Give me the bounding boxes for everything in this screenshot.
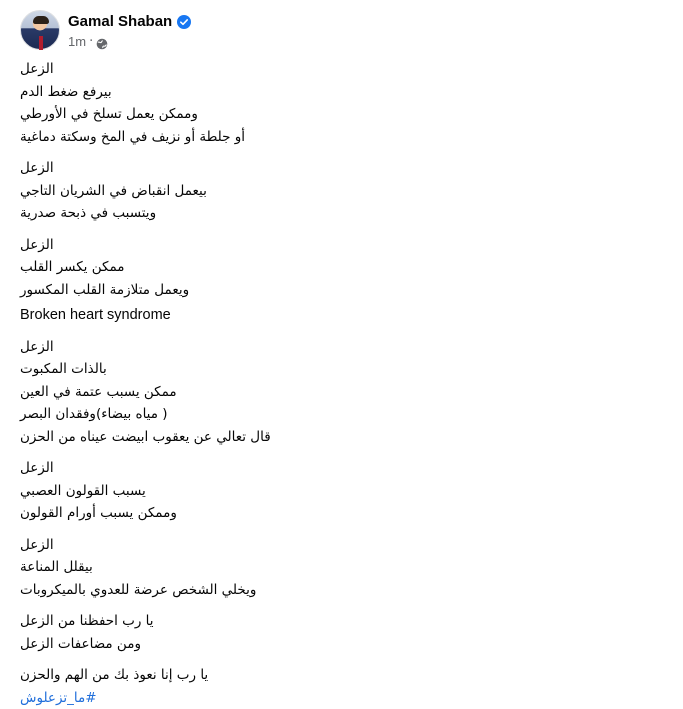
name-row (68, 10, 191, 32)
paragraph-gap (20, 148, 668, 157)
author-info (68, 10, 191, 50)
paragraph-gap (20, 448, 668, 457)
post-line: ويخلي الشخص عرضة للعدوي بالميكروبات (20, 579, 668, 602)
paragraph-gap (20, 655, 668, 664)
author-name[interactable]: Gamal Shaban (68, 13, 172, 30)
post-line: ويتسبب في ذبحة صدرية (20, 202, 668, 225)
post-line: الزعل (20, 336, 668, 359)
post-line: بيعمل انقباض في الشريان التاجي (20, 180, 668, 203)
post-line: الزعل (20, 58, 668, 81)
post-line: ممكن يسبب عتمة في العين (20, 381, 668, 404)
post-line: يا رب احفظنا من الزعل (20, 610, 668, 633)
post-line: الزعل (20, 157, 668, 180)
post-body (20, 58, 668, 709)
author-avatar[interactable] (20, 10, 60, 50)
post-line: الزعل (20, 534, 668, 557)
post-meta (68, 32, 191, 50)
paragraph-gap (20, 225, 668, 234)
post-line: بالذات المكبوت (20, 358, 668, 381)
post-line: بيقلل المناعة (20, 556, 668, 579)
post-line-english: Broken heart syndrome (20, 304, 668, 327)
post-line: الزعل (20, 457, 668, 480)
post-line: الزعل (20, 234, 668, 257)
post-header (20, 10, 191, 50)
globe-icon[interactable] (96, 35, 108, 47)
post-line: وممكن يعمل تسلخ في الأورطي (20, 103, 668, 126)
post-line: أو جلطة أو نزيف في المخ وسكتة دماغية (20, 126, 668, 149)
post-line: ( مياه بيضاء)وفقدان البصر (20, 403, 668, 426)
hashtag-link[interactable]: #ما_تزعلوش (20, 687, 668, 709)
post-line: يا رب إنا نعوذ بك من الهم والحزن (20, 664, 668, 687)
avatar-hair (33, 16, 49, 24)
post-line: قال تعالي عن يعقوب ابيضت عيناه من الحزن (20, 426, 668, 449)
post-line: ومن مضاعفات الزعل (20, 633, 668, 656)
paragraph-gap (20, 525, 668, 534)
post-line: يسبب القولون العصبي (20, 480, 668, 503)
post-line: بيرفع ضغط الدم (20, 81, 668, 104)
post-line: ممكن يكسر القلب (20, 256, 668, 279)
paragraph-gap (20, 601, 668, 610)
post-timestamp[interactable]: 1m (68, 34, 86, 49)
verified-badge-icon (177, 14, 191, 28)
meta-separator: · (89, 34, 93, 49)
paragraph-gap (20, 327, 668, 336)
avatar-tie (39, 36, 43, 50)
post-line: ويعمل متلازمة القلب المكسور (20, 279, 668, 302)
post-line: وممكن يسبب أورام القولون (20, 502, 668, 525)
